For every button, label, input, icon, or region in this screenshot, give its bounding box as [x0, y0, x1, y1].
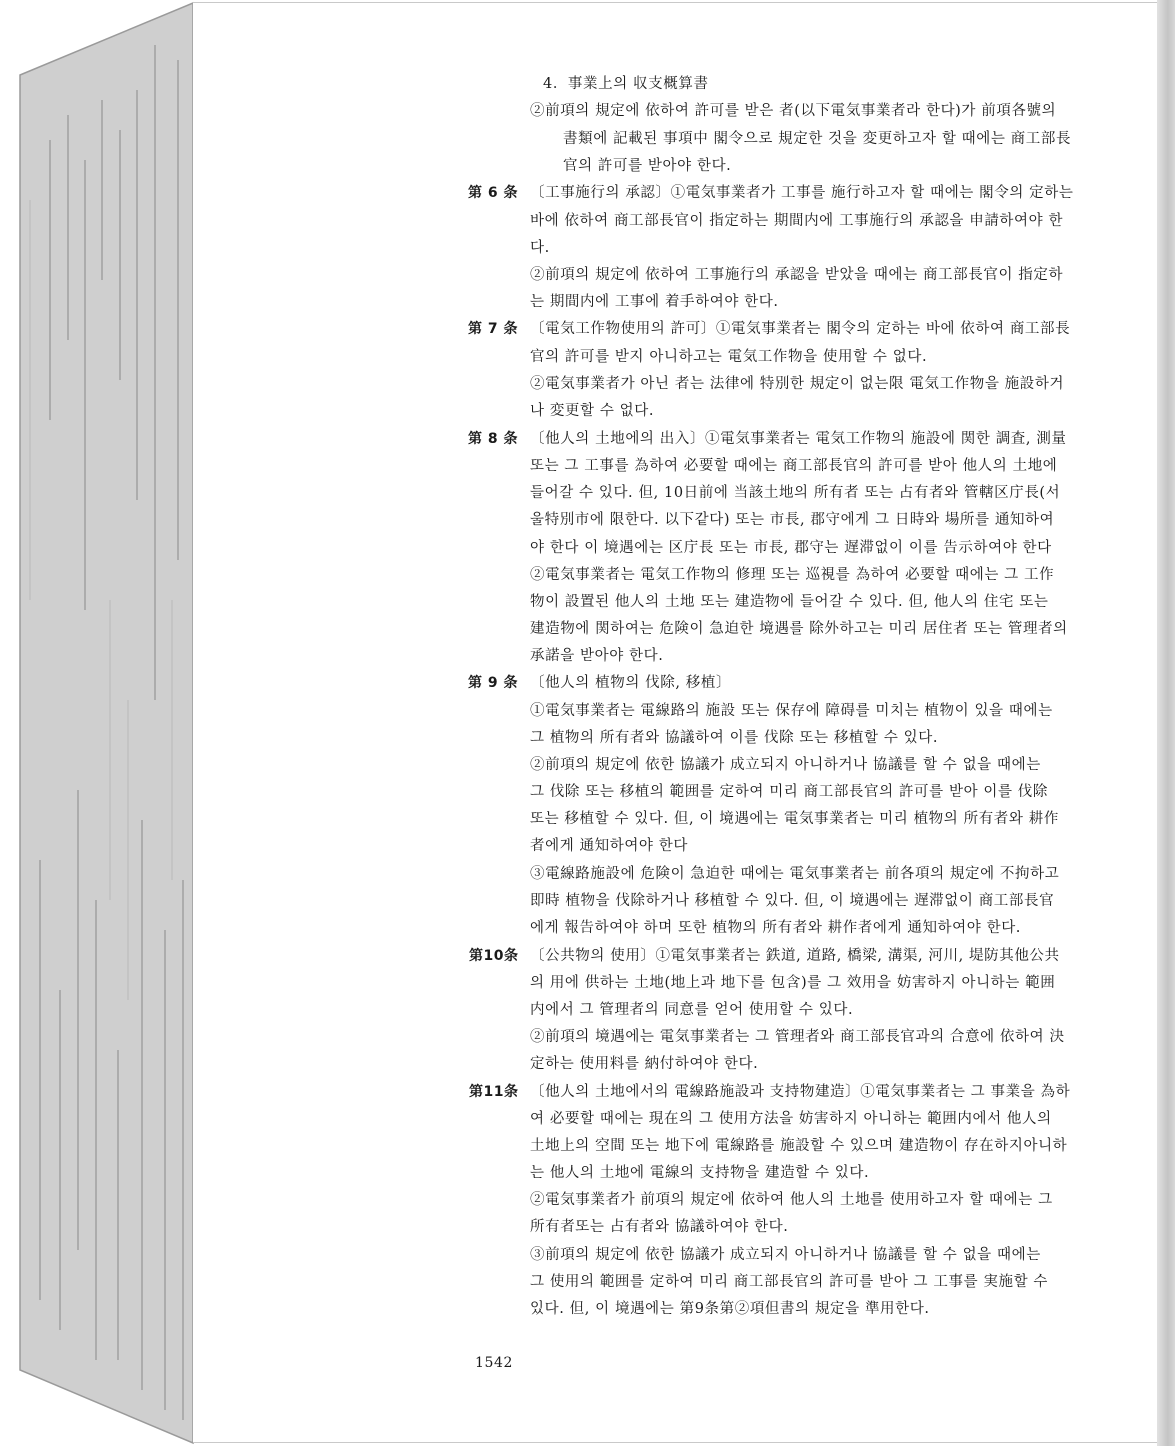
text-line: ②電気事業者가 前項의 規定에 依하여 他人의 土地를 使用하고자 할 때에는 그: [530, 1192, 1053, 1208]
text-line: 〔他人의 土地에서의 電線路施設과 支持物建造〕①電気事業者는 그 事業을 為하: [530, 1084, 1071, 1100]
article-10-label: 第10条: [469, 948, 519, 964]
page-number: 1542: [475, 1355, 514, 1371]
text-line: 物이 設置된 他人의 土地 또는 建造物에 들어갈 수 있다. 但, 他人의 住宅 또는: [530, 594, 1049, 610]
text-line: 〔公共物의 使用〕①電気事業者는 鉄道, 道路, 橋梁, 溝渠, 河川, 堤防其他公共: [530, 948, 1060, 964]
text-line: 承諾을 받아야 한다.: [530, 648, 664, 664]
article-8-label: 第 8 条: [468, 431, 518, 447]
text-line: 그 伐除 또는 移植의 範囲를 定하여 미리 商工部長官의 許可를 받아 이를 伐除: [530, 784, 1049, 800]
text-line: 는 他人의 土地에 電線의 支持物을 建造할 수 있다.: [530, 1165, 870, 1181]
page-content: [193, 3, 1157, 1444]
text-line: 울特別市에 限한다. 以下같다) 또는 市長, 郡守에게 그 日時와 場所를 通知하여: [530, 512, 1055, 528]
text-line: 여 必要할 때에는 現在의 그 使用方法을 妨害하지 아니하는 範囲内에서 他人의: [530, 1111, 1052, 1127]
text-line: 〔工事施行의 承認〕①電気事業者가 工事를 施行하고자 할 때에는 閣令의 定하는: [530, 185, 1074, 201]
text-line: 또는 그 工事를 為하여 必要할 때에는 商工部長官의 許可를 받아 他人의 土地에: [530, 458, 1058, 474]
text-line: 4．事業上의 収支概算書: [543, 76, 709, 92]
text-line: ②前項의 境遇에는 電気事業者는 그 管理者와 商工部長官과의 合意에 依하여 決: [530, 1029, 1065, 1045]
text-line: 〔電気工作物使用의 許可〕①電気事業者는 閣令의 定하는 바에 依하여 商工部長: [530, 321, 1071, 337]
text-line: 야 한다 이 境遇에는 区庁長 또는 市長, 郡守는 遅滞없이 이를 告示하여야 한다: [530, 540, 1052, 556]
book-edge-illustration: [0, 0, 200, 1446]
text-line: 書類에 記載된 事項中 閣令으로 規定한 것을 変更하고자 할 때에는 商工部長: [563, 131, 1072, 147]
text-line: ②電気事業者가 아닌 者는 法律에 特別한 規定이 없는限 電気工作物을 施設하거: [530, 376, 1065, 392]
text-line: 官의 許可를 받아야 한다.: [563, 158, 732, 174]
text-line: 나 変更할 수 없다.: [530, 403, 655, 419]
text-line: ②前項의 規定에 依하여 許可를 받은 者(以下電気事業者라 한다)가 前項各號의: [530, 103, 1057, 119]
text-line: 있다. 但, 이 境遇에는 第9条第②項但書의 規定을 準用한다.: [530, 1301, 930, 1317]
text-line: 〔他人의 植物의 伐除, 移植〕: [530, 675, 732, 691]
article-6-label: 第 6 条: [468, 185, 518, 201]
text-line: 다.: [530, 240, 550, 256]
page-edge-shadow: [1157, 0, 1175, 1446]
article-9-label: 第 9 条: [468, 675, 518, 691]
text-line: 即時 植物을 伐除하거나 移植할 수 있다. 但, 이 境遇에는 遅滞없이 商工部長官: [530, 893, 1055, 909]
text-line: 그 使用의 範囲를 定하여 미리 商工部長官의 許可를 받아 그 工事를 実施할 수: [530, 1274, 1049, 1290]
text-line: ③電線路施設에 危険이 急迫한 때에는 電気事業者는 前各項의 規定에 不拘하고: [530, 866, 1060, 882]
text-line: 所有者또는 占有者와 協議하여야 한다.: [530, 1219, 789, 1235]
text-line: 土地上의 空間 또는 地下에 電線路를 施設할 수 있으며 建造物이 存在하지아니하: [530, 1138, 1068, 1154]
text-line: 者에게 通知하여야 한다: [530, 838, 688, 854]
text-line: 建造物에 関하여는 危険이 急迫한 境遇를 除外하고는 미리 居住者 또는 管理者의: [530, 621, 1068, 637]
text-line: 官의 許可를 받지 아니하고는 電気工作物을 使用할 수 없다.: [530, 349, 928, 365]
text-line: ②前項의 規定에 依하여 工事施行의 承認을 받았을 때에는 商工部長官이 指定하: [530, 267, 1064, 283]
text-line: 内에서 그 管理者의 同意를 얻어 使用할 수 있다.: [530, 1002, 854, 1018]
text-line: ①電気事業者는 電線路의 施設 또는 保存에 障碍를 미치는 植物이 있을 때에는: [530, 703, 1053, 719]
text-line: 바에 依하여 商工部長官이 指定하는 期間内에 工事施行의 承認을 申請하여야 한: [530, 213, 1064, 229]
text-line: 는 期間内에 工事에 着手하여야 한다.: [530, 294, 779, 310]
text-line: ②前項의 規定에 依한 協議가 成立되지 아니하거나 協議를 할 수 없을 때에는: [530, 757, 1041, 773]
text-line: 들어갈 수 있다. 但, 10日前에 当該土地의 所有者 또는 占有者와 管轄区庁長(서: [530, 485, 1061, 501]
text-line: 그 植物의 所有者와 協議하여 이를 伐除 또는 移植할 수 있다.: [530, 730, 939, 746]
article-7-label: 第 7 条: [468, 321, 518, 337]
text-line: 또는 移植할 수 있다. 但, 이 境遇에는 電気事業者는 미리 植物의 所有者와 耕作: [530, 811, 1059, 827]
document-page: [193, 2, 1157, 1443]
article-11-label: 第11条: [469, 1084, 519, 1100]
text-line: ②電気事業者는 電気工作物의 修理 또는 巡視를 為하여 必要할 때에는 그 工作: [530, 567, 1055, 583]
text-line: 에게 報告하여야 하며 또한 植物의 所有者와 耕作者에게 通知하여야 한다.: [530, 920, 1022, 936]
text-line: 의 用에 供하는 土地(地上과 地下를 包含)를 그 效用을 妨害하지 아니하는 範囲: [530, 975, 1056, 991]
text-line: 定하는 使用料를 納付하여야 한다.: [530, 1056, 759, 1072]
text-line: 〔他人의 土地에의 出入〕①電気事業者는 電気工作物의 施設에 関한 調査, 測量: [530, 431, 1067, 447]
text-line: ③前項의 規定에 依한 協議가 成立되지 아니하거나 協議를 할 수 없을 때에는: [530, 1247, 1041, 1263]
